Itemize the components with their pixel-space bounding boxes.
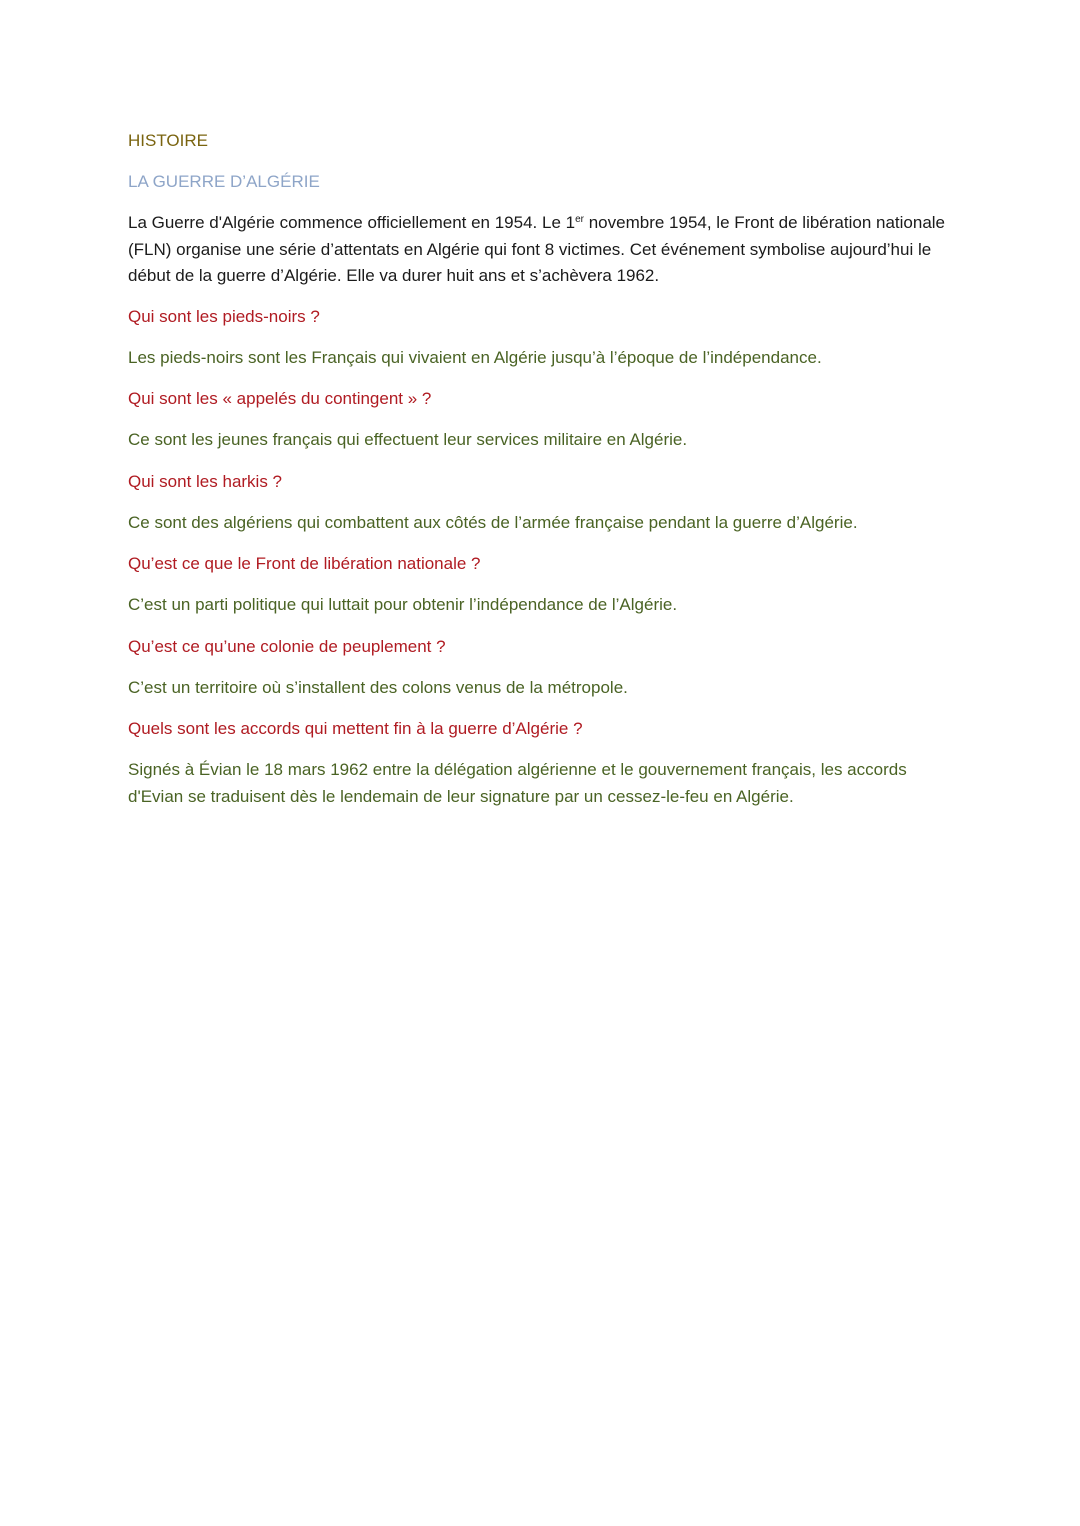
answer-3: Ce sont des algériens qui combattent aux côtés de l’armée française pendant la guerre d’Algérie. [128,512,858,532]
answer-5: C’est un territoire où s’installent des colons venus de la métropole. [128,677,628,697]
answer-4: C’est un parti politique qui luttait pour obtenir l’indépendance de l’Algérie. [128,595,678,614]
question-1: Qui sont les pieds-noirs ? [128,306,320,326]
question-6: Quels sont les accords qui mettent fin à la guerre d’Algérie ? [128,719,583,738]
question-4: Qu’est ce que le Front de libération nationale ? [128,554,481,573]
document-page [128,128,948,825]
subject-heading: HISTOIRE [128,131,208,150]
answer-1: Les pieds-noirs sont les Français qui vivaient en Algérie jusqu’à l’époque de l’indépendance. [128,347,822,367]
document-title: LA GUERRE D’ALGÉRIE [128,172,320,191]
question-3: Qui sont les harkis ? [128,471,283,491]
answer-2: Ce sont les jeunes français qui effectuent leur services militaire en Algérie. [128,430,688,449]
intro-superscript: er [575,214,584,225]
answer-6: Signés à Évian le 18 mars 1962 entre la délégation algérienne et le gouvernement français, les accords d'Evian se traduisent dès le lendemain de leur signature par un cessez-le-feu en Algérie. [128,760,907,806]
question-2: Qui sont les « appelés du contingent » ? [128,389,432,408]
question-5: Qu’est ce qu’une colonie de peuplement ? [128,636,446,656]
intro-text-start: La Guerre d'Algérie commence officiellement en 1954. Le 1 [128,213,576,232]
intro-paragraph [128,210,948,290]
intro-text-end: novembre 1954, le Front de libération nationale (FLN) organise une série d’attentats en Algérie qui font 8 victimes. Cet événement symbolise aujourd’hui le début de la guerre d’Algérie. Elle va durer huit ans et s’achèvera 1962. [128,213,946,285]
